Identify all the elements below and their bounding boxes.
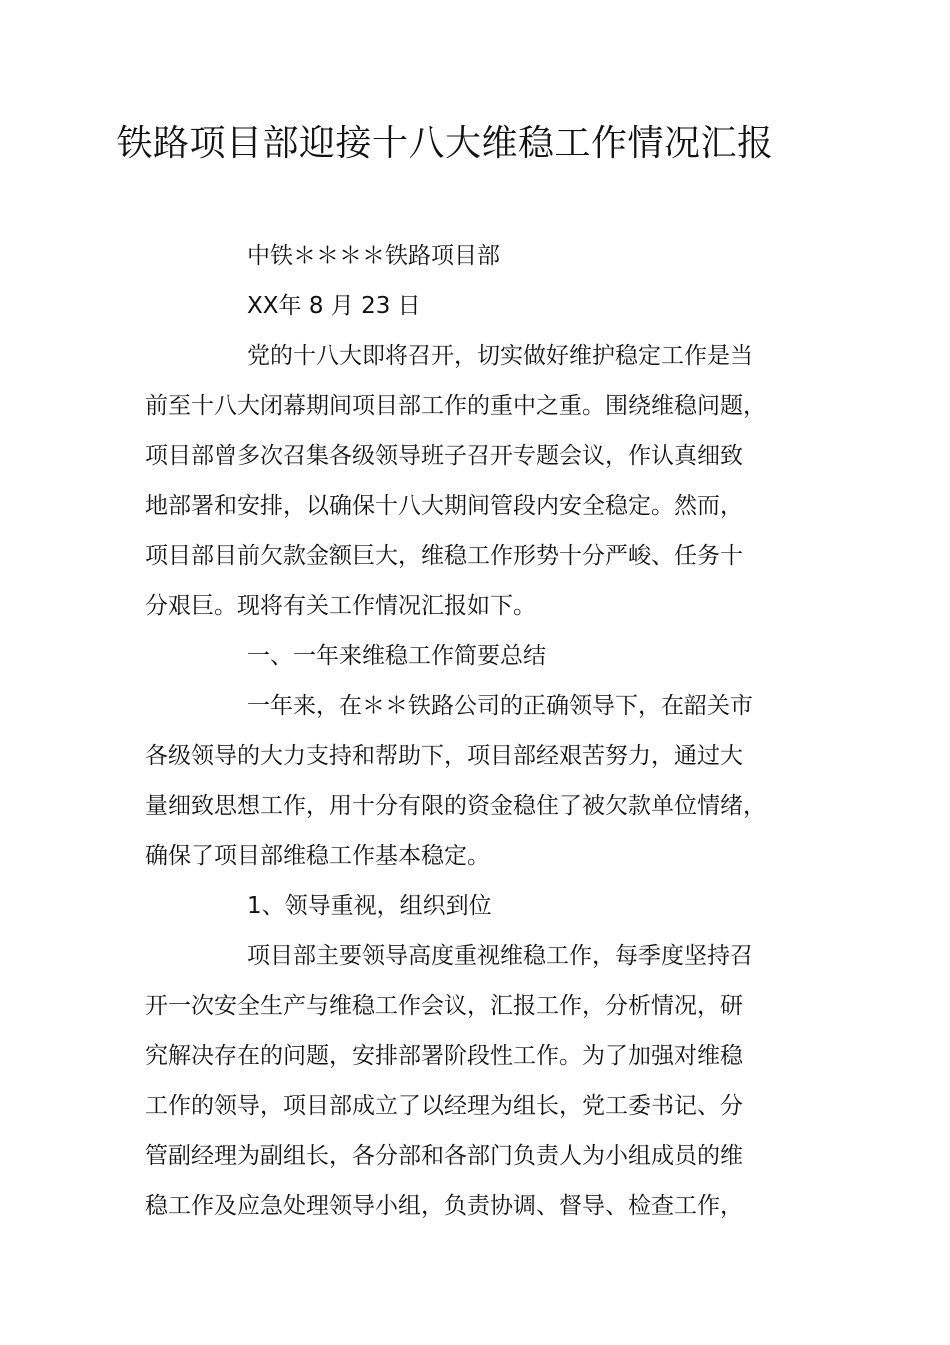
body-line: 量细致思想工作，用十分有限的资金稳住了被欠款单位情绪，	[145, 793, 766, 819]
section-heading: 一、一年来维稳工作简要总结	[247, 643, 546, 669]
body-line: 前至十八大闭幕期间项目部工作的重中之重。围绕维稳问题，	[145, 393, 766, 419]
body-line: 党的十八大即将召开，切实做好维护稳定工作是当	[247, 343, 753, 369]
body-line: 工作的领导，项目部成立了以经理为组长，党工委书记、分	[145, 1093, 743, 1119]
organization-name: 中铁＊＊＊＊铁路项目部	[247, 243, 500, 269]
document-title: 铁路项目部迎接十八大维稳工作情况汇报	[116, 123, 774, 164]
subsection-heading: 1、领导重视，组织到位	[247, 893, 492, 919]
body-line: 稳工作及应急处理领导小组，负责协调、督导、检查工作，	[145, 1193, 743, 1219]
body-line: 管副经理为副组长，各分部和各部门负责人为小组成员的维	[145, 1143, 743, 1169]
body-line: 项目部主要领导高度重视维稳工作，每季度坚持召	[247, 943, 753, 969]
body-line: 一年来，在＊＊铁路公司的正确领导下，在韶关市	[247, 693, 753, 719]
body-line: 项目部曾多次召集各级领导班子召开专题会议，作认真细致	[145, 443, 743, 469]
body-line: 项目部目前欠款金额巨大，维稳工作形势十分严峻、任务十	[145, 543, 743, 569]
body-line: 分艰巨。现将有关工作情况汇报如下。	[145, 593, 536, 619]
body-line: 确保了项目部维稳工作基本稳定。	[145, 843, 490, 869]
body-line: 各级领导的大力支持和帮助下，项目部经艰苦努力，通过大	[145, 743, 743, 769]
body-line: 究解决存在的问题，安排部署阶段性工作。为了加强对维稳	[145, 1043, 743, 1069]
body-line: 开一次安全生产与维稳工作会议，汇报工作，分析情况，研	[145, 993, 743, 1019]
document-date: XX年 8 月 23 日	[247, 293, 421, 319]
body-line: 地部署和安排，以确保十八大期间管段内安全稳定。然而，	[145, 493, 743, 519]
